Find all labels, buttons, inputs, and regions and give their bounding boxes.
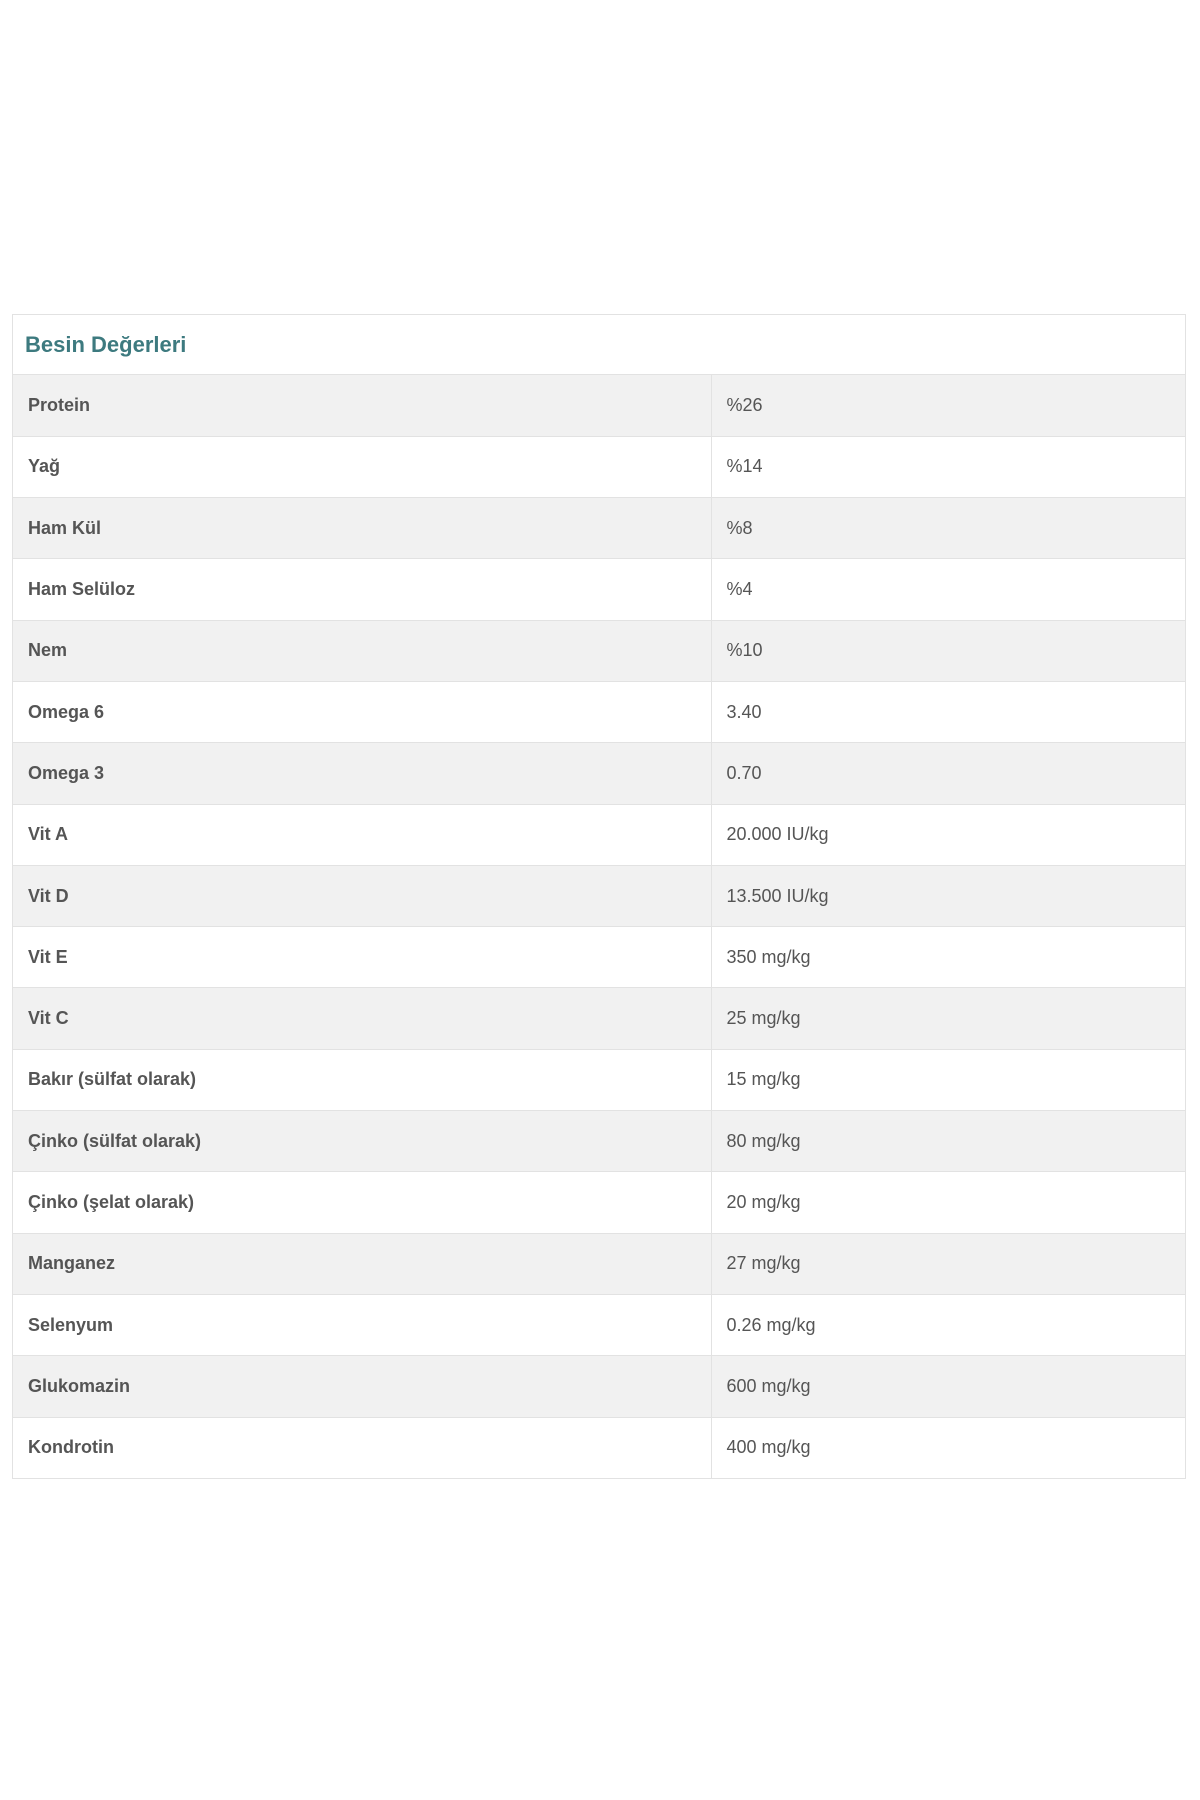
table-row	[13, 804, 1185, 865]
table-row	[13, 988, 1185, 1049]
nutrient-value: %4	[711, 559, 1185, 620]
nutrient-name: Ham Kül	[13, 498, 711, 559]
nutrient-value: 25 mg/kg	[711, 988, 1185, 1049]
panel-header	[13, 315, 1185, 375]
nutrient-name: Ham Selüloz	[13, 559, 711, 620]
table-row	[13, 1356, 1185, 1417]
nutrient-value: 3.40	[711, 681, 1185, 742]
panel-title: Besin Değerleri	[25, 331, 187, 357]
nutrient-name: Selenyum	[13, 1294, 711, 1355]
table-row	[13, 1172, 1185, 1233]
nutrient-name: Manganez	[13, 1233, 711, 1294]
nutrition-panel	[12, 314, 1186, 1479]
table-row	[13, 498, 1185, 559]
table-row	[13, 620, 1185, 681]
table-row	[13, 743, 1185, 804]
table-row	[13, 1294, 1185, 1355]
nutrient-value: 80 mg/kg	[711, 1111, 1185, 1172]
nutrient-value: 0.70	[711, 743, 1185, 804]
nutrient-name: Vit A	[13, 804, 711, 865]
table-row	[13, 375, 1185, 436]
nutrient-name: Omega 6	[13, 681, 711, 742]
table-row	[13, 1111, 1185, 1172]
nutrient-value: 20 mg/kg	[711, 1172, 1185, 1233]
table-row	[13, 1049, 1185, 1110]
nutrient-value: %14	[711, 436, 1185, 497]
nutrient-value: 400 mg/kg	[726, 1437, 811, 1458]
nutrient-name: Vit D	[13, 865, 711, 926]
nutrient-value: 27 mg/kg	[711, 1233, 1185, 1294]
nutrition-table-body	[13, 375, 1185, 1478]
table-row	[13, 927, 1185, 988]
nutrient-value: 600 mg/kg	[711, 1356, 1185, 1417]
nutrient-value: 15 mg/kg	[711, 1049, 1185, 1110]
table-row	[13, 559, 1185, 620]
nutrient-name: Yağ	[13, 436, 711, 497]
nutrient-value: %8	[711, 498, 1185, 559]
table-row	[13, 865, 1185, 926]
nutrient-name: Çinko (sülfat olarak)	[13, 1111, 711, 1172]
nutrient-name: Çinko (şelat olarak)	[13, 1172, 711, 1233]
table-row	[13, 1417, 1185, 1478]
nutrient-name: Kondrotin	[13, 1417, 711, 1478]
nutrient-value: %10	[711, 620, 1185, 681]
nutrient-value: 13.500 IU/kg	[711, 865, 1185, 926]
nutrient-name: Nem	[13, 620, 711, 681]
nutrient-name: Vit C	[13, 988, 711, 1049]
table-row	[13, 681, 1185, 742]
nutrient-name: Protein	[13, 375, 711, 436]
nutrient-name: Omega 3	[13, 743, 711, 804]
table-row	[13, 436, 1185, 497]
nutrient-value: 20.000 IU/kg	[711, 804, 1185, 865]
nutrient-name: Glukomazin	[13, 1356, 711, 1417]
nutrient-name: Bakır (sülfat olarak)	[13, 1049, 711, 1110]
nutrient-value: %26	[711, 375, 1185, 436]
nutrient-value: 350 mg/kg	[711, 927, 1185, 988]
nutrient-name: Vit E	[13, 927, 711, 988]
table-row	[13, 1233, 1185, 1294]
nutrient-value: 0.26 mg/kg	[711, 1294, 1185, 1355]
nutrition-table	[13, 375, 1185, 1478]
